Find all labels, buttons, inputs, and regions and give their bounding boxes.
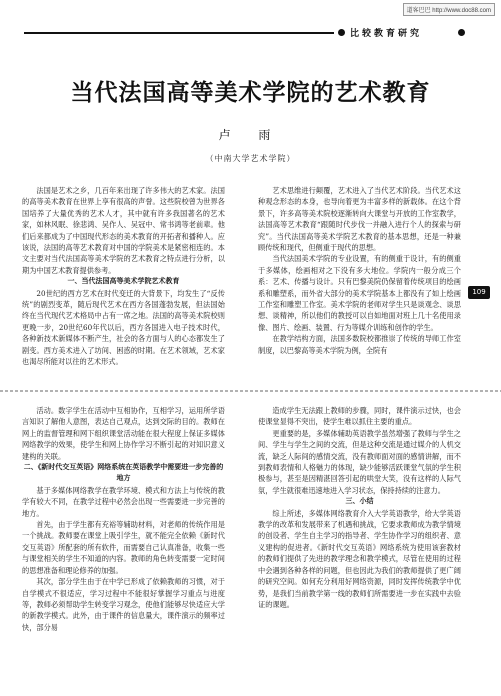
text-column-upper-right	[258, 185, 461, 381]
bullet-icon	[338, 29, 345, 36]
paragraph: 活动。数字学生在活动中互相协作，互相学习，运用所学语言知识了解他人意图，表达自己观点，达到交际的目的。教师在网上的监督管理和网下组织课堂活动能在很大程度上保证多媒体网络教学的效果，使学生和网上协作学习不断引起的对知识意义建构的关联。	[22, 406, 225, 461]
paragraph: 法国是艺术之乡，几百年来出现了许多伟大的艺术家。法国的高等美术教育在世界上享有很高的声誉。这些院校曾为世界各国培养了大量优秀的艺术人才，其中就有许多我国著名的艺术家，如林风眠、徐悲鸿、吴作人、吴冠中、常书鸿等老前辈。他们后来都成为了中国现代形态的美术教育的开拓者和播种人。应该说，法国的高等艺术教育对中国的学院美术是紧密相连的。本文主要对当代法国高等美术学院的艺术教育之特点进行分析，以期为中国艺术教育提供参考。	[22, 186, 225, 275]
journal-header	[24, 28, 484, 38]
author-affiliation: （中南大学艺术学院）	[205, 154, 296, 163]
page-number-badge: 109	[468, 286, 490, 299]
article-title: 当代法国高等美术学院的艺术教育	[70, 80, 431, 106]
paragraph: 基于多媒体网络教学在教学环境、模式和方法上与传统的教学有较大不同，在教学过程中必然会出现一些需要进一步完善的地方。	[22, 485, 225, 518]
section-heading: 二、《新时代交互英语》网络系统在英语教学中需要进一步完善的地方	[23, 463, 224, 483]
paragraph: 更重要的是，多媒体辅助英语教学虽然增强了教师与学生之间、学生与学生之间的交流，但是这种交流是通过媒介的人机交流，缺乏人际间的感情交流，没有教师面对面的感情讲解，而不到教师表情和人格魅力的体现，缺少能够活跃课堂气氛的学生积极参与，甚至是因精湛回答引起的哄堂大笑，没有这样的人际气氛，学生就很难迅速地进入学习状态，保持持续的注意力。	[258, 428, 461, 495]
article-author: 卢 雨	[218, 128, 283, 142]
paragraph: 其次，部分学生由于在中学已形成了依赖教师的习惯，对于自学模式不很适应，学习过程中不能很好掌握学习重点与进度等，教师必须帮助学生转变学习观念，使他们能够尽快适应大学的新教学模式。此外，由于课件的信息量大，课件演示的频率过快，部分易	[22, 577, 225, 632]
paragraph: 综上所述，多媒体网络教育介入大学英语教学，给大学英语教学的改革和发展带来了机遇和挑战，它要求教师成为教学情境的创设者、学生自主学习的指导者、学生协作学习的组织者、意义建构的促进者。《新时代交互英语》网络系统为使用该套教材的教师们提供了先进的教学理念和教学模式，尽管在使用的过程中会遇到各种各样的问题，但也因此为我们的教师提供了更广阔的研究空间。如何充分利用好网络资源，同时发挥传统教学中优势，是我们当前教学第一线的教师们所需要进一步在实践中去验证的课题。	[258, 508, 461, 609]
paragraph: 当代法国美术学院的专业设置，有的侧重于设计，有的侧重于多媒体，绘画相对之下没有多大地位。学院内一般分成三个系：艺术、传播与设计。只有巴黎美院仍保留着传统项目的绘画系和雕塑系，而外省大部分的美术学院基本上都没有了如上绘画工作室和雕塑工作室。美术学院的老师对学生只是谈观念、谈思想、谈精神，所以他们的教授可以自如地面对班上几十名使用录像、图片、绘画、装置、行为等媒介训练和创作的学生。	[258, 254, 461, 332]
text-column-lower-right	[258, 405, 461, 695]
paragraph: 20世纪的西方艺术在时代变迁的大背景下，均发生了“反传统”的剧烈变革，随后现代艺术在西方各国蓬勃发展，但法国始终在当代现代艺术格局中占有一席之地。法国的高等美术院校则更晚一步，20世纪60年代以后，西方各国进入电子技术时代，各种新技术新媒体不断产生，社会的各方面与人的心态都发生了剧变。西方美术进入了坊间、困惑的时期。在艺术领域，艺术家也渴尽所能对以往的艺术形式。	[22, 288, 225, 367]
paragraph: 造成学生无法跟上教师的步骤，同时，课件演示过快，也会使课堂显得不突出，使学生难以抓住主要的重点。	[258, 406, 461, 427]
paragraph: 艺术思维进行颠覆，艺术进入了当代艺术阶段。当代艺术这种观念形态的本身，也导向着更为丰富多样的新载体。在这个背景下，许多高等美术院校逐渐转向大课堂与开放的工作室教学，法国高等艺术教育“跟随时代步伐一并融入进行个人的探索与研究”。当代法国高等美术学院艺术教育的基本思想，还是一种兼顾传统和现代，但侧重于现代的思想。	[258, 186, 461, 253]
text-column-upper-left	[22, 185, 225, 381]
page-divider	[0, 390, 501, 392]
header-rule	[24, 32, 334, 34]
paragraph: 在教学结构方面，法国多数院校都推崇了传统的导师工作室制度，以巴黎高等美术学院为例，全院有	[258, 334, 461, 355]
section-heading: 一、当代法国高等美术学院艺术教育	[67, 277, 180, 286]
section-heading: 三、小结	[345, 497, 374, 506]
bullet-icon	[458, 29, 465, 36]
text-column-lower-left	[22, 405, 225, 695]
paragraph: 首先，由于学生都有充裕等辅助材料，对老师的传统作用是一个挑战。教师要在课堂上吸引学生，就不能完全依赖《新时代交互英语》所配套的所有软件，而需要自己认真准备，收集一些与课堂相关的学生不知道的内容。教师的角色转变需要一定时间的思想准备和理论修养的加强。	[22, 520, 225, 575]
section-name: 比较教育研究	[350, 29, 423, 39]
watermark-badge: 道客巴巴 http://www.doc88.com	[403, 3, 495, 16]
